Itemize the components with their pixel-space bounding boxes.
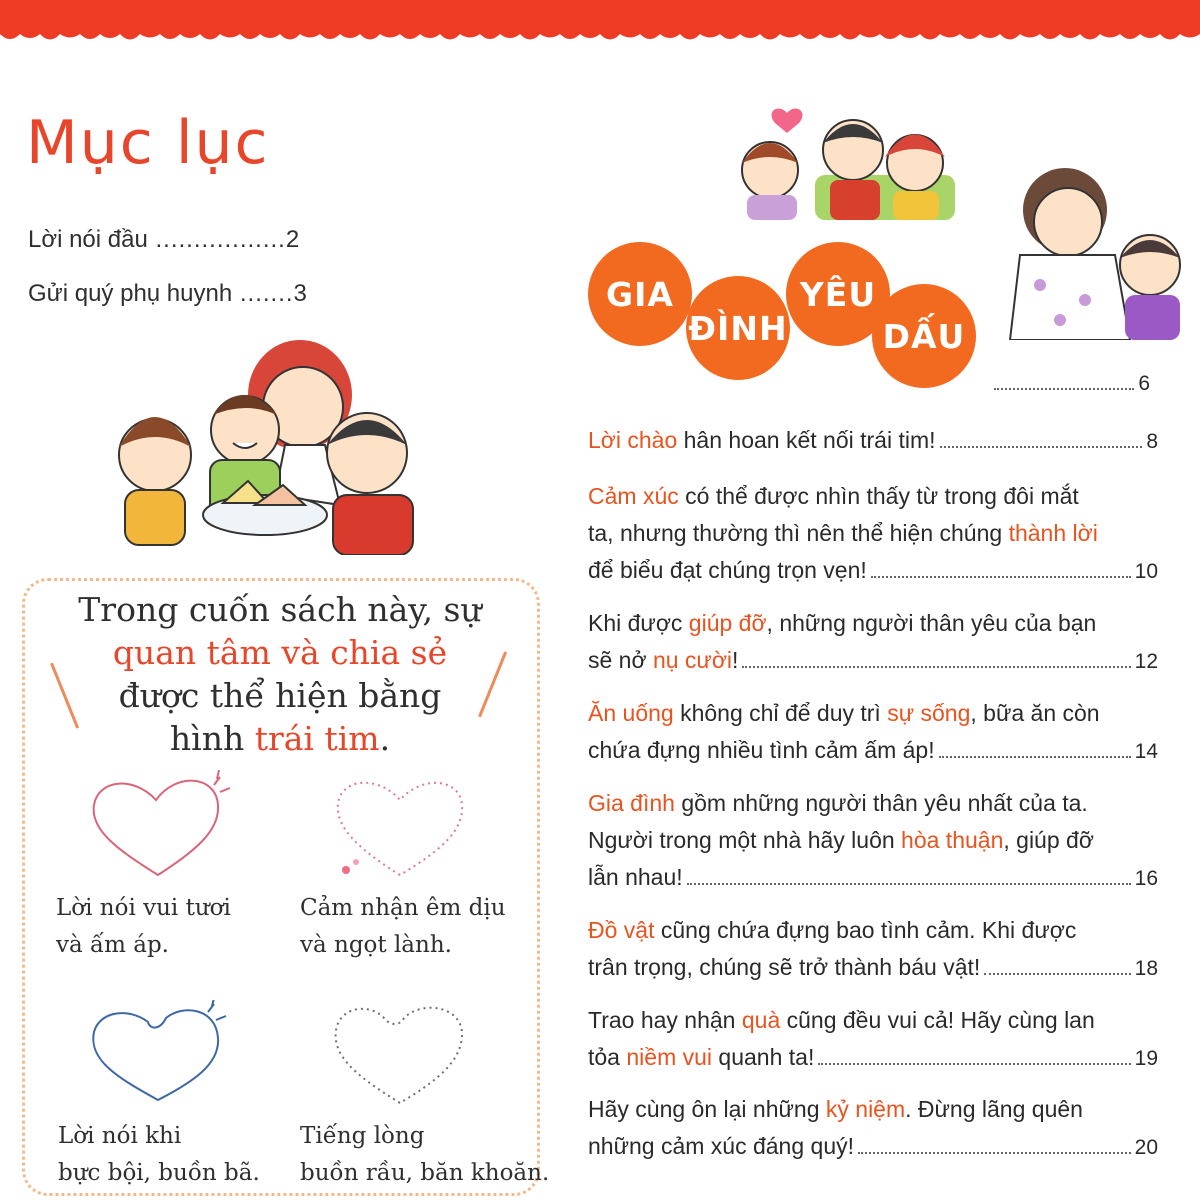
heart-icon-happy bbox=[88, 770, 233, 885]
toc-entry-ky-niem[interactable]: Hãy cùng ôn lại những kỷ niệm. Đừng lãng quên những cảm xúc đáng quý! 20 bbox=[588, 1091, 1158, 1166]
toc-entry-giup-do[interactable]: Khi được giúp đỡ, những người thân yêu của bạn sẽ nở nụ cười! 12 bbox=[588, 605, 1158, 680]
toc-leader-dots bbox=[818, 1063, 1130, 1065]
toc-item-page: 18 bbox=[1134, 957, 1158, 980]
toc-entry-qua[interactable]: Trao hay nhận quà cũng đều vui cả! Hãy cùng lan tỏa niềm vui quanh ta! 19 bbox=[588, 1002, 1158, 1077]
toc-entry-cam-xuc[interactable]: Cảm xúc có thể được nhìn thấy từ trong đôi mắt ta, nhưng thường thì nên thể hiện chúng thành lời để biểu đạt chúng trọn vẹn! 10 bbox=[588, 478, 1158, 590]
toc-item-page: 16 bbox=[1134, 867, 1158, 890]
toc-item-page: 20 bbox=[1134, 1136, 1158, 1159]
toc-leader-dots bbox=[742, 666, 1130, 668]
heart-caption-upset: Lời nói khi bực bội, buồn bã. bbox=[58, 1123, 260, 1186]
toc-entry-loi-chao[interactable]: Lời chào hân hoan kết nối trái tim! 8 bbox=[588, 422, 1158, 460]
toc-item-loi-noi-dau[interactable] bbox=[28, 226, 299, 254]
toc-item-page: 19 bbox=[1134, 1047, 1158, 1070]
toc-leader-dots bbox=[939, 756, 1131, 758]
toc-leader-dots: ....... bbox=[232, 280, 294, 307]
toc-item-label: Lời nói đầu bbox=[28, 226, 148, 253]
toc-entry-an-uong[interactable]: Ăn uống không chỉ để duy trì sự sống, bữa ăn còn chứa đựng nhiều tình cảm ấm áp! 14 bbox=[588, 695, 1158, 770]
heart-caption-sad: Tiếng lòng buồn rầu, băn khoăn. bbox=[300, 1123, 550, 1186]
section-title-word: ĐÌNH bbox=[686, 276, 790, 380]
section-page-ref[interactable] bbox=[994, 372, 1150, 396]
heart-caption-gentle: Cảm nhận êm dịu và ngọt lành. bbox=[300, 895, 506, 958]
section-title-word: YÊU bbox=[786, 242, 890, 346]
toc-entry-do-vat[interactable]: Đồ vật cũng chứa đựng bao tình cảm. Khi được trân trọng, chúng sẽ trở thành báu vật! 18 bbox=[588, 912, 1158, 987]
toc-item-page: 2 bbox=[285, 226, 300, 253]
callout-highlight: quan tâm và chia sẻ bbox=[112, 633, 448, 672]
top-decorative-band bbox=[0, 0, 1200, 50]
toc-item-page: 14 bbox=[1134, 740, 1158, 763]
toc-item-page: 3 bbox=[293, 280, 307, 307]
section-title-word: GIA bbox=[588, 242, 692, 346]
toc-leader-dots bbox=[871, 576, 1131, 578]
toc-item-page: 12 bbox=[1134, 650, 1158, 673]
toc-leader-dots bbox=[984, 973, 1130, 975]
toc-leader-dots bbox=[687, 883, 1131, 885]
family-couple-illustration bbox=[735, 95, 965, 220]
toc-leader-dots bbox=[940, 446, 1143, 448]
callout-line: được thể hiện bằng bbox=[118, 676, 442, 715]
callout-statement bbox=[40, 588, 520, 760]
toc-entry-gia-dinh[interactable]: Gia đình gồm những người thân yêu nhất của ta. Người trong một nhà hãy luôn hòa thuận, giúp đỡ lẫn nhau! 16 bbox=[588, 785, 1158, 897]
callout-line: Trong cuốn sách này, sự bbox=[78, 590, 482, 629]
section-title-word: DẤU bbox=[872, 284, 976, 388]
heart-icon-sad bbox=[330, 998, 475, 1113]
toc-leader-dots: ................. bbox=[147, 226, 286, 253]
page-title: Mục lục bbox=[26, 108, 270, 178]
heart-icon-upset bbox=[88, 1000, 233, 1115]
heart-icon-gentle bbox=[330, 770, 475, 885]
toc-item-page: 10 bbox=[1134, 560, 1158, 583]
callout-line: hình trái tim. bbox=[169, 719, 391, 758]
toc-item-label: Gửi quý phụ huynh bbox=[28, 280, 233, 307]
toc-item-gui-phu-huynh[interactable] bbox=[28, 280, 307, 308]
heart-caption-happy: Lời nói vui tươi và ấm áp. bbox=[56, 895, 231, 958]
toc-item-page: 6 bbox=[1138, 372, 1150, 395]
grandmother-boy-illustration bbox=[990, 160, 1190, 340]
toc-leader-dots bbox=[994, 388, 1134, 390]
toc-leader-dots bbox=[858, 1152, 1131, 1154]
callout-highlight: trái tim bbox=[254, 719, 380, 758]
family-sandwich-illustration bbox=[105, 335, 425, 555]
toc-item-page: 8 bbox=[1146, 430, 1158, 453]
